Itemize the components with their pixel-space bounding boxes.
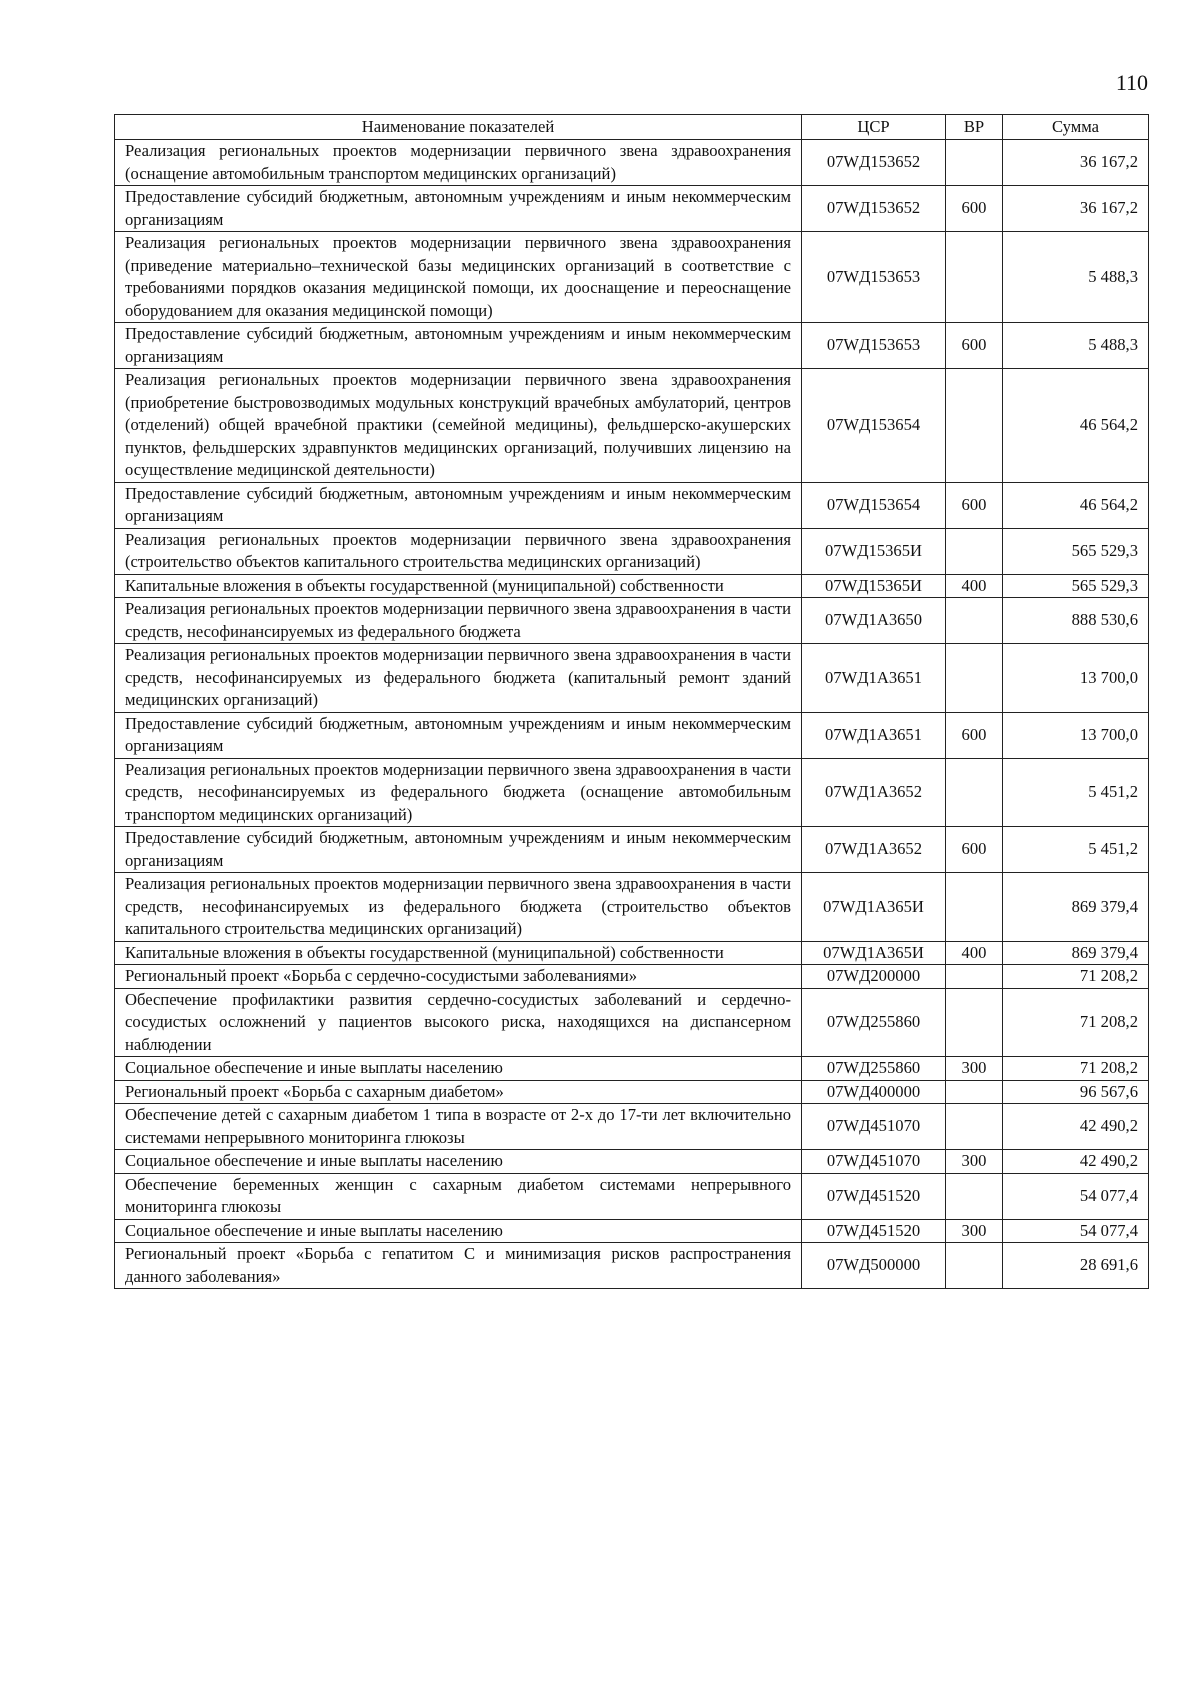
cell-sum: 42 490,2 [1003,1104,1149,1150]
cell-sum: 5 488,3 [1003,323,1149,369]
table-header [115,115,1149,140]
header-csr: ЦСР [802,115,946,140]
header-name: Наименование показателей [115,115,802,140]
cell-csr: 07WД200000 [802,965,946,989]
cell-csr: 07WД1А365И [802,941,946,965]
table-row [115,528,1149,574]
cell-name: Региональный проект «Борьба с гепатитом С и минимизация рисков распространения данного заболевания» [115,1243,802,1289]
cell-sum: 13 700,0 [1003,644,1149,713]
cell-sum: 13 700,0 [1003,712,1149,758]
cell-sum: 5 451,2 [1003,758,1149,827]
cell-sum: 36 167,2 [1003,140,1149,186]
table-row [115,712,1149,758]
header-vr: ВР [946,115,1003,140]
cell-vr [946,988,1003,1057]
cell-csr: 07WД153652 [802,186,946,232]
cell-sum: 71 208,2 [1003,965,1149,989]
cell-name: Капитальные вложения в объекты государственной (муниципальной) собственности [115,574,802,598]
cell-name: Предоставление субсидий бюджетным, автономным учреждениям и иным некоммерческим организациям [115,323,802,369]
cell-csr: 07WД451520 [802,1219,946,1243]
cell-vr [946,1243,1003,1289]
table-row [115,323,1149,369]
cell-name: Региональный проект «Борьба с сахарным диабетом» [115,1080,802,1104]
cell-csr: 07WД1А3651 [802,644,946,713]
cell-name: Реализация региональных проектов модернизации первичного звена здравоохранения (приведение материально–технической базы медицинских организаций в соответствие с требованиями порядков оказания медицинской помощи, их дооснащение и переоснащение оборудованием для оказания медицинской помощи) [115,232,802,323]
cell-csr: 07WД15365И [802,528,946,574]
cell-sum: 28 691,6 [1003,1243,1149,1289]
cell-name: Обеспечение детей с сахарным диабетом 1 типа в возрасте от 2-х до 17-ти лет включительно системами непрерывного мониторинга глюкозы [115,1104,802,1150]
cell-csr: 07WД451070 [802,1150,946,1174]
table-row [115,758,1149,827]
cell-sum: 96 567,6 [1003,1080,1149,1104]
cell-csr: 07WД153652 [802,140,946,186]
table-row [115,574,1149,598]
table-row [115,482,1149,528]
table-row [115,1104,1149,1150]
table-body [115,140,1149,1289]
cell-sum: 5 488,3 [1003,232,1149,323]
table-row [115,1173,1149,1219]
cell-name: Реализация региональных проектов модернизации первичного звена здравоохранения (приобретение быстровозводимых модульных конструкций врачебных амбулаторий, центров (отделений) общей врачебной практики (семейной медицины), фельдшерско-акушерских пунктов, фельдшерских здравпунктов медицинских организаций, получивших лицензию на осуществление медицинской деятельности) [115,369,802,483]
table-row [115,1150,1149,1174]
cell-vr [946,758,1003,827]
table-row [115,873,1149,942]
cell-csr: 07WД1А3650 [802,598,946,644]
cell-name: Социальное обеспечение и иные выплаты населению [115,1150,802,1174]
cell-vr: 400 [946,574,1003,598]
cell-vr [946,644,1003,713]
table-row [115,186,1149,232]
cell-vr: 300 [946,1150,1003,1174]
cell-name: Обеспечение профилактики развития сердечно-сосудистых заболеваний и сердечно-сосудистых осложнений у пациентов высокого риска, находящихся на диспансерном наблюдении [115,988,802,1057]
cell-name: Реализация региональных проектов модернизации первичного звена здравоохранения (строительство объектов капитального строительства медицинских организаций) [115,528,802,574]
cell-csr: 07WД1А3652 [802,827,946,873]
header-row [115,115,1149,140]
cell-csr: 07WД1А3652 [802,758,946,827]
table-row [115,1057,1149,1081]
cell-vr [946,1104,1003,1150]
table-row [115,1219,1149,1243]
table-row [115,988,1149,1057]
cell-sum: 565 529,3 [1003,574,1149,598]
cell-sum: 46 564,2 [1003,482,1149,528]
cell-csr: 07WД15365И [802,574,946,598]
cell-csr: 07WД451070 [802,1104,946,1150]
cell-vr [946,873,1003,942]
cell-name: Капитальные вложения в объекты государственной (муниципальной) собственности [115,941,802,965]
cell-sum: 71 208,2 [1003,988,1149,1057]
cell-sum: 5 451,2 [1003,827,1149,873]
cell-name: Социальное обеспечение и иные выплаты населению [115,1057,802,1081]
table-row [115,644,1149,713]
table-row [115,598,1149,644]
cell-csr: 07WД500000 [802,1243,946,1289]
cell-name: Реализация региональных проектов модернизации первичного звена здравоохранения в части средств, несофинансируемых из федерального бюджета (капитальный ремонт зданий медицинских организаций) [115,644,802,713]
table-row [115,140,1149,186]
table-row [115,1080,1149,1104]
cell-vr [946,528,1003,574]
cell-csr: 07WД153653 [802,232,946,323]
cell-vr [946,1080,1003,1104]
cell-sum: 869 379,4 [1003,873,1149,942]
cell-csr: 07WД153654 [802,482,946,528]
cell-name: Реализация региональных проектов модернизации первичного звена здравоохранения (оснащение автомобильным транспортом медицинских организаций) [115,140,802,186]
cell-csr: 07WД1А365И [802,873,946,942]
cell-name: Обеспечение беременных женщин с сахарным диабетом системами непрерывного мониторинга глюкозы [115,1173,802,1219]
table-row [115,965,1149,989]
cell-vr: 600 [946,482,1003,528]
cell-vr [946,965,1003,989]
table-row [115,941,1149,965]
cell-sum: 888 530,6 [1003,598,1149,644]
cell-sum: 71 208,2 [1003,1057,1149,1081]
table-row [115,1243,1149,1289]
cell-vr: 600 [946,827,1003,873]
cell-name: Предоставление субсидий бюджетным, автономным учреждениям и иным некоммерческим организациям [115,827,802,873]
cell-csr: 07WД255860 [802,1057,946,1081]
cell-name: Региональный проект «Борьба с сердечно-сосудистыми заболеваниями» [115,965,802,989]
budget-table-container [114,114,1148,1289]
cell-vr [946,1173,1003,1219]
cell-vr: 600 [946,186,1003,232]
cell-csr: 07WД255860 [802,988,946,1057]
cell-vr: 300 [946,1219,1003,1243]
cell-vr: 300 [946,1057,1003,1081]
cell-sum: 36 167,2 [1003,186,1149,232]
cell-sum: 46 564,2 [1003,369,1149,483]
cell-name: Реализация региональных проектов модернизации первичного звена здравоохранения в части средств, несофинансируемых из федерального бюджета [115,598,802,644]
cell-name: Предоставление субсидий бюджетным, автономным учреждениям и иным некоммерческим организациям [115,482,802,528]
cell-csr: 07WД400000 [802,1080,946,1104]
cell-sum: 565 529,3 [1003,528,1149,574]
cell-sum: 54 077,4 [1003,1173,1149,1219]
cell-vr [946,369,1003,483]
page-number: 110 [1115,70,1148,95]
cell-sum: 42 490,2 [1003,1150,1149,1174]
cell-name: Реализация региональных проектов модернизации первичного звена здравоохранения в части средств, несофинансируемых из федерального бюджета (оснащение автомобильным транспортом медицинских организаций) [115,758,802,827]
cell-name: Предоставление субсидий бюджетным, автономным учреждениям и иным некоммерческим организациям [115,712,802,758]
cell-csr: 07WД1А3651 [802,712,946,758]
cell-vr [946,140,1003,186]
cell-sum: 54 077,4 [1003,1219,1149,1243]
budget-table [114,114,1149,1289]
cell-name: Предоставление субсидий бюджетным, автономным учреждениям и иным некоммерческим организациям [115,186,802,232]
table-row [115,827,1149,873]
cell-csr: 07WД153654 [802,369,946,483]
cell-csr: 07WД153653 [802,323,946,369]
header-sum: Сумма [1003,115,1149,140]
cell-vr [946,232,1003,323]
cell-csr: 07WД451520 [802,1173,946,1219]
cell-sum: 869 379,4 [1003,941,1149,965]
cell-name: Реализация региональных проектов модернизации первичного звена здравоохранения в части средств, несофинансируемых из федерального бюджета (строительство объектов капитального строительства медицинских организаций) [115,873,802,942]
cell-vr [946,598,1003,644]
cell-vr: 600 [946,323,1003,369]
table-row [115,369,1149,483]
table-row [115,232,1149,323]
cell-name: Социальное обеспечение и иные выплаты населению [115,1219,802,1243]
cell-vr: 400 [946,941,1003,965]
cell-vr: 600 [946,712,1003,758]
